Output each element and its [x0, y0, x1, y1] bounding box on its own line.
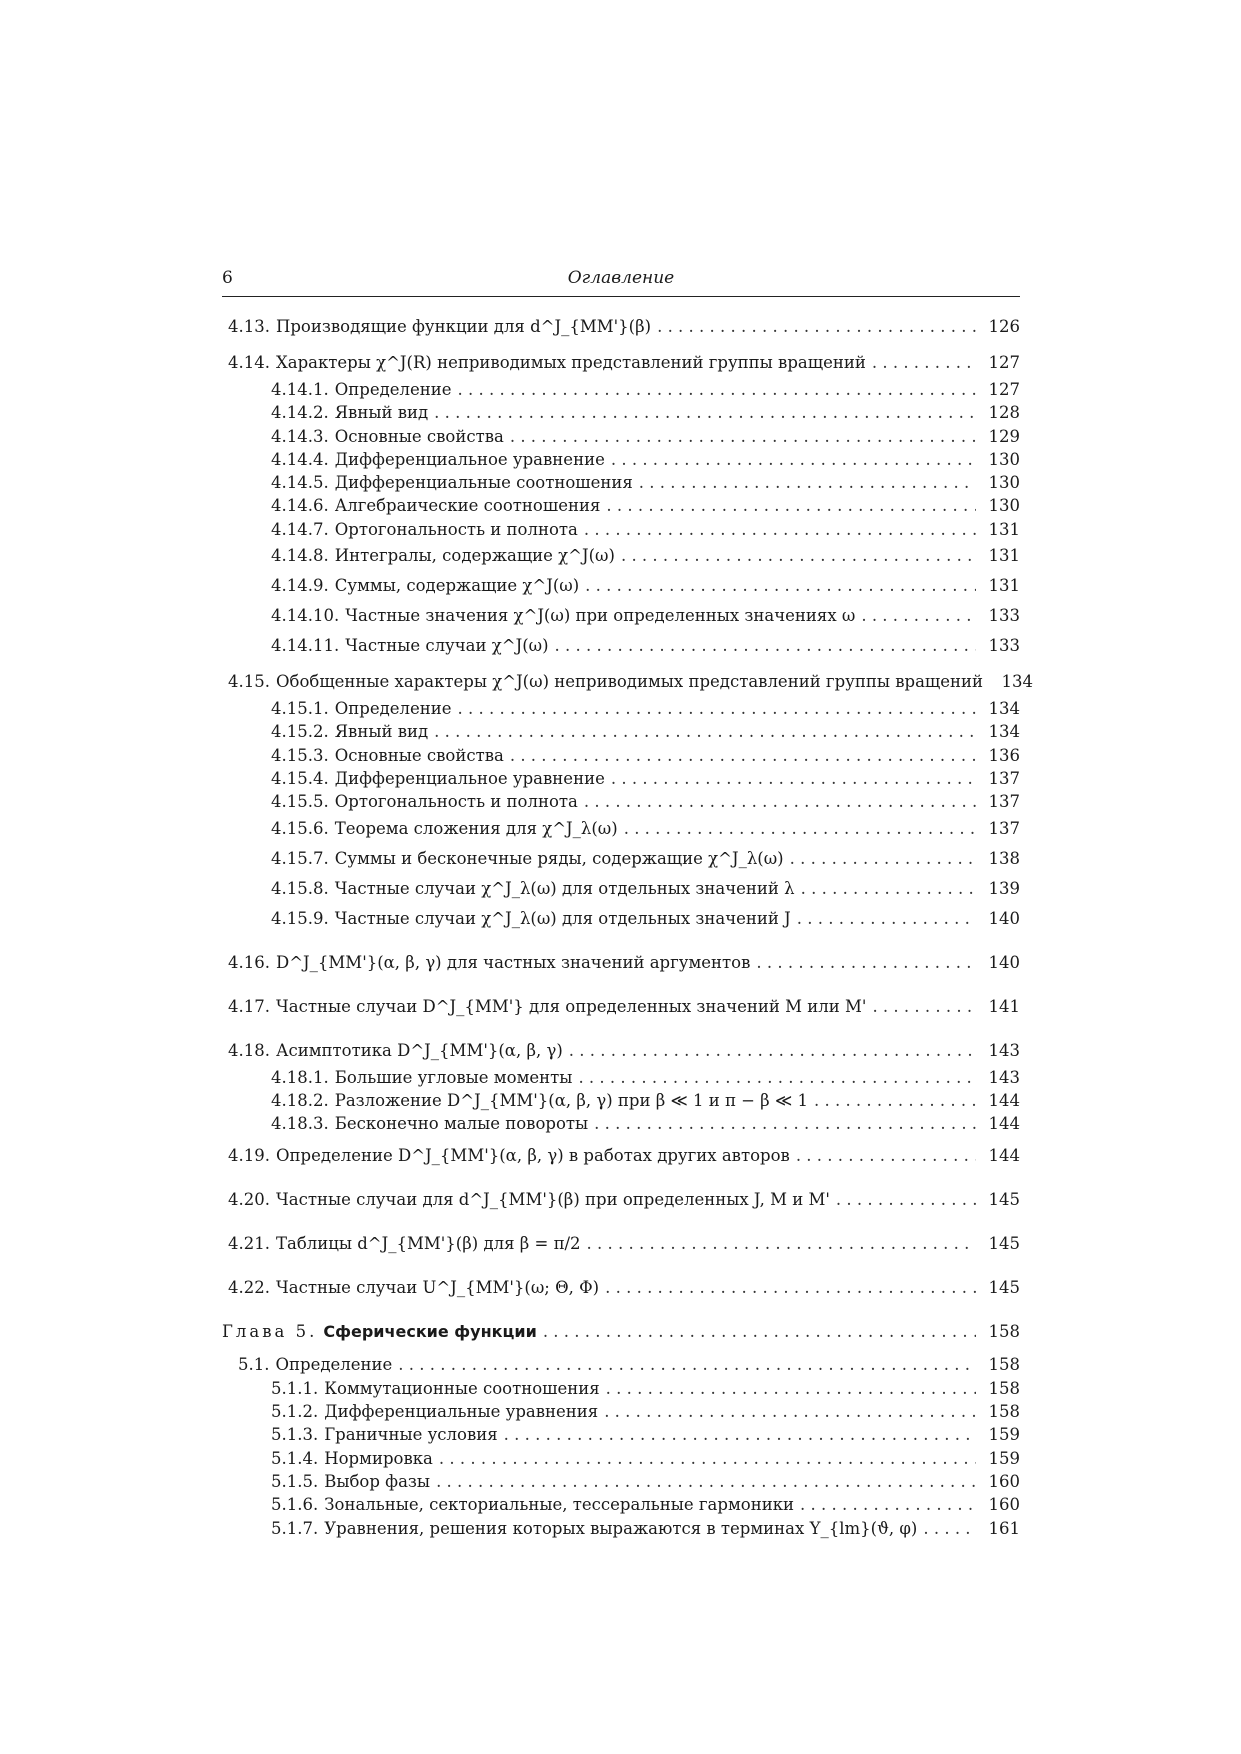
toc-entry-number: 4.14.10. — [271, 606, 340, 626]
toc-entry[interactable] — [222, 1036, 1020, 1066]
toc-entry-page: 158 — [988, 1378, 1020, 1398]
toc-entry[interactable] — [222, 1470, 1020, 1493]
toc-entry-number: 4.22. — [228, 1278, 270, 1298]
toc-entry-title: Зональные, секториальные, тессеральные гармоники — [324, 1495, 795, 1515]
toc-entry[interactable] — [222, 767, 1020, 790]
toc-entry-page: 139 — [988, 878, 1020, 898]
toc-entry[interactable] — [222, 904, 1020, 934]
toc-entry-title: Частные случаи χ^J(ω) — [345, 636, 549, 656]
dot-leader — [510, 425, 976, 448]
dot-leader — [584, 518, 976, 541]
toc-entry-page: 130 — [988, 449, 1020, 469]
toc-entry-page: 136 — [988, 745, 1020, 765]
toc-entry[interactable] — [222, 1185, 1020, 1215]
toc-entry-page: 158 — [988, 1322, 1020, 1342]
toc-entry[interactable] — [222, 541, 1020, 571]
toc-entry-page: 145 — [988, 1234, 1020, 1254]
toc-entry-title: Определение — [334, 380, 452, 399]
toc-entry-number: Глава 5. — [222, 1322, 318, 1342]
toc-entry-title: Обобщенные характеры χ^J(ω) неприводимых представлений группы вращений — [275, 672, 984, 692]
toc-entry-number: 5.1.1. — [271, 1378, 319, 1398]
toc-entry[interactable] — [222, 1229, 1020, 1259]
dot-leader — [434, 720, 976, 743]
toc-entry[interactable] — [222, 1423, 1020, 1446]
dot-leader — [756, 948, 976, 978]
toc-entry-page: 126 — [988, 317, 1020, 336]
dot-leader — [861, 601, 976, 631]
toc-entry[interactable] — [222, 1141, 1020, 1171]
toc-entry-number: 5.1.2. — [271, 1402, 319, 1422]
toc-entry-number: 5.1.5. — [271, 1471, 319, 1491]
dot-leader — [458, 697, 976, 720]
toc-entry-title: Алгебраические соотношения — [334, 496, 601, 516]
toc-entry-page: 145 — [988, 1190, 1020, 1210]
dot-leader — [434, 401, 976, 424]
toc-entry-title: Разложение D^J_{MM'}(α, β, γ) при β ≪ 1 и π − β ≪ 1 — [334, 1090, 808, 1110]
toc-entry-number: 4.14.6. — [271, 496, 329, 516]
toc-entry-title: Суммы, содержащие χ^J(ω) — [334, 576, 580, 596]
toc-entry-page: 134 — [988, 699, 1020, 719]
dot-leader — [800, 1493, 976, 1516]
running-header — [222, 266, 1020, 297]
toc-entry[interactable] — [222, 448, 1020, 471]
toc-entry[interactable] — [222, 1273, 1020, 1303]
toc-entry-page: 130 — [988, 473, 1020, 493]
toc-entry[interactable] — [222, 667, 1034, 697]
toc-entry-title: Граничные условия — [324, 1425, 498, 1445]
dot-leader — [504, 1423, 976, 1446]
toc-entry-title: Таблицы d^J_{MM'}(β) для β = π/2 — [275, 1234, 581, 1254]
toc-entry-number: 5.1.7. — [271, 1518, 319, 1538]
toc-entry-page: 159 — [988, 1448, 1020, 1468]
toc-entry[interactable] — [222, 992, 1020, 1022]
toc-entry-number: 4.15.1. — [271, 699, 329, 719]
toc-entry[interactable] — [222, 312, 1020, 342]
page-number: 6 — [222, 268, 233, 288]
toc-entry-title: Ортогональность и полнота — [334, 792, 578, 812]
toc-entry-page: 145 — [988, 1278, 1020, 1298]
toc-entry-page: 144 — [988, 1090, 1020, 1110]
toc-entry-title: Дифференциальное уравнение — [334, 768, 605, 788]
dot-leader — [584, 790, 976, 813]
toc-entry-title: Определение D^J_{MM'}(α, β, γ) в работах других авторов — [275, 1146, 790, 1166]
toc-entry-page: 137 — [988, 792, 1020, 812]
dot-leader — [605, 1273, 976, 1303]
toc-entry-number: 4.14. — [228, 353, 270, 372]
toc-entry-number: 5.1. — [238, 1355, 270, 1375]
toc-entry-title: Асимптотика D^J_{MM'}(α, β, γ) — [275, 1040, 563, 1060]
dot-leader — [621, 541, 976, 571]
toc-entry-number: 4.21. — [228, 1234, 270, 1254]
dot-leader — [790, 844, 976, 874]
toc-entry-page: 160 — [988, 1495, 1020, 1515]
toc-entry-number: 4.20. — [228, 1190, 270, 1210]
toc-entry-page: 138 — [988, 848, 1020, 868]
dot-leader — [569, 1036, 976, 1066]
toc-entry-title: Теорема сложения для χ^J_λ(ω) — [334, 818, 618, 838]
toc-entry[interactable] — [222, 1517, 1020, 1540]
running-title: Оглавление — [567, 268, 675, 288]
toc-entry-title: Частные случаи D^J_{MM'} для определенных значений M или M' — [275, 996, 867, 1016]
toc-entry-number: 4.16. — [228, 952, 270, 972]
dot-leader — [585, 571, 976, 601]
toc-entry-page: 137 — [988, 818, 1020, 838]
toc-entry-title: Основные свойства — [334, 745, 504, 765]
toc-entry[interactable] — [222, 471, 1020, 494]
toc-entry[interactable] — [222, 1493, 1020, 1516]
toc-entry[interactable] — [222, 948, 1020, 978]
toc-entry-title: Частные случаи для d^J_{MM'}(β) при определенных J, M и M' — [275, 1190, 830, 1210]
dot-leader — [555, 631, 976, 661]
toc-entry-title: Производящие функции для d^J_{MM'}(β) — [275, 317, 652, 336]
toc-entry-page: 133 — [988, 636, 1020, 656]
toc-entry-number: 4.15.2. — [271, 722, 329, 742]
toc-entry-title: Определение — [334, 699, 452, 719]
toc-entry-number: 4.14.4. — [271, 449, 329, 469]
dot-leader — [797, 904, 976, 934]
table-of-contents — [222, 312, 1034, 1540]
toc-entry-title: Нормировка — [324, 1448, 433, 1468]
toc-entry-title: Явный вид — [334, 722, 429, 742]
toc-entry-page: 134 — [988, 722, 1020, 742]
toc-entry-page: 159 — [988, 1425, 1020, 1445]
dot-leader — [611, 448, 976, 471]
toc-entry-page: 140 — [988, 908, 1020, 928]
toc-entry-number: 4.13. — [228, 317, 270, 336]
toc-entry[interactable] — [222, 720, 1020, 743]
toc-entry[interactable] — [222, 1089, 1020, 1112]
toc-entry-page: 133 — [988, 606, 1020, 626]
toc-entry-page: 137 — [988, 768, 1020, 788]
toc-entry-page: 144 — [988, 1114, 1020, 1134]
toc-entry-title: Частные значения χ^J(ω) при определенных значениях ω — [345, 606, 856, 626]
toc-entry[interactable] — [222, 518, 1020, 541]
toc-entry-number: 5.1.4. — [271, 1448, 319, 1468]
toc-entry[interactable] — [222, 1066, 1020, 1089]
toc-entry[interactable] — [222, 744, 1020, 767]
toc-entry-number: 4.18. — [228, 1040, 270, 1060]
toc-entry-page: 131 — [988, 576, 1020, 596]
dot-leader — [587, 1229, 976, 1259]
toc-entry[interactable] — [222, 401, 1020, 424]
toc-entry-number: 4.14.11. — [271, 636, 340, 656]
toc-entry-page: 128 — [988, 403, 1020, 423]
toc-entry-number: 4.15.3. — [271, 745, 329, 765]
toc-entry-title: Интегралы, содержащие χ^J(ω) — [334, 546, 615, 566]
toc-entry-title: Суммы и бесконечные ряды, содержащие χ^J_λ(ω) — [334, 848, 784, 868]
toc-entry-number: 4.18.1. — [271, 1067, 329, 1087]
toc-entry[interactable] — [222, 1400, 1020, 1423]
toc-entry[interactable] — [222, 844, 1020, 874]
toc-entry-title: Бесконечно малые повороты — [334, 1114, 589, 1134]
dot-leader — [923, 1517, 976, 1540]
toc-entry-number: 4.15.7. — [271, 848, 329, 868]
toc-entry-number: 4.19. — [228, 1146, 270, 1166]
toc-entry-title: Характеры χ^J(R) неприводимых представлений группы вращений — [275, 353, 866, 372]
toc-entry-page: 127 — [988, 353, 1020, 372]
dot-leader — [510, 744, 976, 767]
toc-entry-number: 4.18.3. — [271, 1114, 329, 1134]
toc-entry-number: 4.14.1. — [271, 380, 329, 399]
toc-entry-title: Коммутационные соотношения — [324, 1378, 600, 1398]
dot-leader — [814, 1089, 976, 1112]
dot-leader — [578, 1066, 976, 1089]
toc-entry-page: 143 — [988, 1067, 1020, 1087]
toc-entry[interactable] — [222, 1353, 1020, 1376]
dot-leader — [624, 814, 976, 844]
toc-entry[interactable] — [222, 571, 1020, 601]
dot-leader — [439, 1447, 976, 1470]
toc-entry-title: Дифференциальные уравнения — [324, 1402, 599, 1422]
dot-leader — [801, 874, 976, 904]
toc-entry-number: 4.14.3. — [271, 426, 329, 446]
toc-entry-page: 141 — [988, 996, 1020, 1016]
toc-entry[interactable] — [222, 697, 1020, 720]
toc-entry-page: 127 — [988, 380, 1020, 399]
dot-leader — [543, 1317, 976, 1347]
toc-entry-page: 129 — [988, 426, 1020, 446]
toc-entry-title: Частные случаи U^J_{MM'}(ω; Θ, Φ) — [275, 1278, 600, 1298]
toc-entry-number: 4.18.2. — [271, 1090, 329, 1110]
dot-leader — [604, 1400, 976, 1423]
toc-entry[interactable] — [222, 631, 1020, 661]
toc-entry-number: 4.14.7. — [271, 519, 329, 539]
toc-entry-title: Частные случаи χ^J_λ(ω) для отдельных значений λ — [334, 878, 795, 898]
toc-entry-title: Явный вид — [334, 403, 429, 423]
toc-entry[interactable] — [222, 1112, 1020, 1135]
toc-entry-title: Частные случаи χ^J_λ(ω) для отдельных значений J — [334, 908, 791, 928]
toc-entry[interactable] — [222, 814, 1020, 844]
toc-entry-number: 4.14.5. — [271, 473, 329, 493]
toc-entry-title: Сферические функции — [323, 1322, 537, 1342]
toc-entry-number: 4.14.9. — [271, 576, 329, 596]
dot-leader — [836, 1185, 976, 1215]
toc-entry-number: 4.15.5. — [271, 792, 329, 812]
toc-entry-number: 4.15. — [228, 672, 270, 692]
toc-entry-title: Основные свойства — [334, 426, 504, 446]
toc-entry-page: 143 — [988, 1040, 1020, 1060]
toc-entry[interactable] — [222, 1317, 1020, 1347]
toc-entry-title: Выбор фазы — [324, 1471, 431, 1491]
toc-entry-title: Уравнения, решения которых выражаются в терминах Y_{lm}(ϑ, φ) — [324, 1518, 918, 1538]
dot-leader — [606, 494, 976, 517]
toc-entry[interactable] — [222, 790, 1020, 813]
toc-entry-number: 4.14.2. — [271, 403, 329, 423]
dot-leader — [606, 1377, 976, 1400]
toc-entry-number: 4.15.8. — [271, 878, 329, 898]
toc-entry-page: 158 — [988, 1355, 1020, 1375]
dot-leader — [872, 348, 976, 378]
toc-entry-number: 5.1.6. — [271, 1495, 319, 1515]
dot-leader — [872, 992, 976, 1022]
toc-entry[interactable] — [222, 1377, 1020, 1400]
toc-entry-page: 134 — [1001, 672, 1034, 692]
toc-entry-title: Дифференциальные соотношения — [334, 473, 633, 493]
toc-entry-number: 4.15.4. — [271, 768, 329, 788]
toc-entry-title: D^J_{MM'}(α, β, γ) для частных значений аргументов — [275, 952, 751, 972]
toc-entry-number: 4.17. — [228, 996, 270, 1016]
dot-leader — [458, 378, 976, 401]
toc-entry-page: 161 — [988, 1518, 1020, 1538]
toc-entry[interactable] — [222, 348, 1020, 378]
toc-entry[interactable] — [222, 601, 1020, 631]
dot-leader — [398, 1353, 976, 1376]
dot-leader — [436, 1470, 976, 1493]
toc-entry-page: 144 — [988, 1146, 1020, 1166]
toc-entry-page: 160 — [988, 1471, 1020, 1491]
toc-entry[interactable] — [222, 425, 1020, 448]
dot-leader — [639, 471, 976, 494]
toc-entry[interactable] — [222, 378, 1020, 401]
toc-entry-number: 4.14.8. — [271, 546, 329, 566]
dot-leader — [796, 1141, 976, 1171]
toc-entry-page: 140 — [988, 952, 1020, 972]
dot-leader — [657, 312, 976, 342]
toc-entry-number: 4.15.6. — [271, 818, 329, 838]
toc-entry-page: 130 — [988, 496, 1020, 516]
toc-entry[interactable] — [222, 494, 1020, 517]
toc-entry-page: 131 — [988, 519, 1020, 539]
toc-entry-title: Определение — [275, 1355, 393, 1375]
toc-entry-page: 158 — [988, 1402, 1020, 1422]
toc-entry-number: 4.15.9. — [271, 908, 329, 928]
toc-entry-title: Дифференциальное уравнение — [334, 449, 605, 469]
toc-entry-title: Ортогональность и полнота — [334, 519, 578, 539]
dot-leader — [594, 1112, 976, 1135]
toc-entry[interactable] — [222, 874, 1020, 904]
toc-entry[interactable] — [222, 1447, 1020, 1470]
dot-leader — [611, 767, 976, 790]
toc-entry-number: 5.1.3. — [271, 1425, 319, 1445]
toc-entry-page: 131 — [988, 546, 1020, 566]
toc-entry-title: Большие угловые моменты — [334, 1067, 573, 1087]
